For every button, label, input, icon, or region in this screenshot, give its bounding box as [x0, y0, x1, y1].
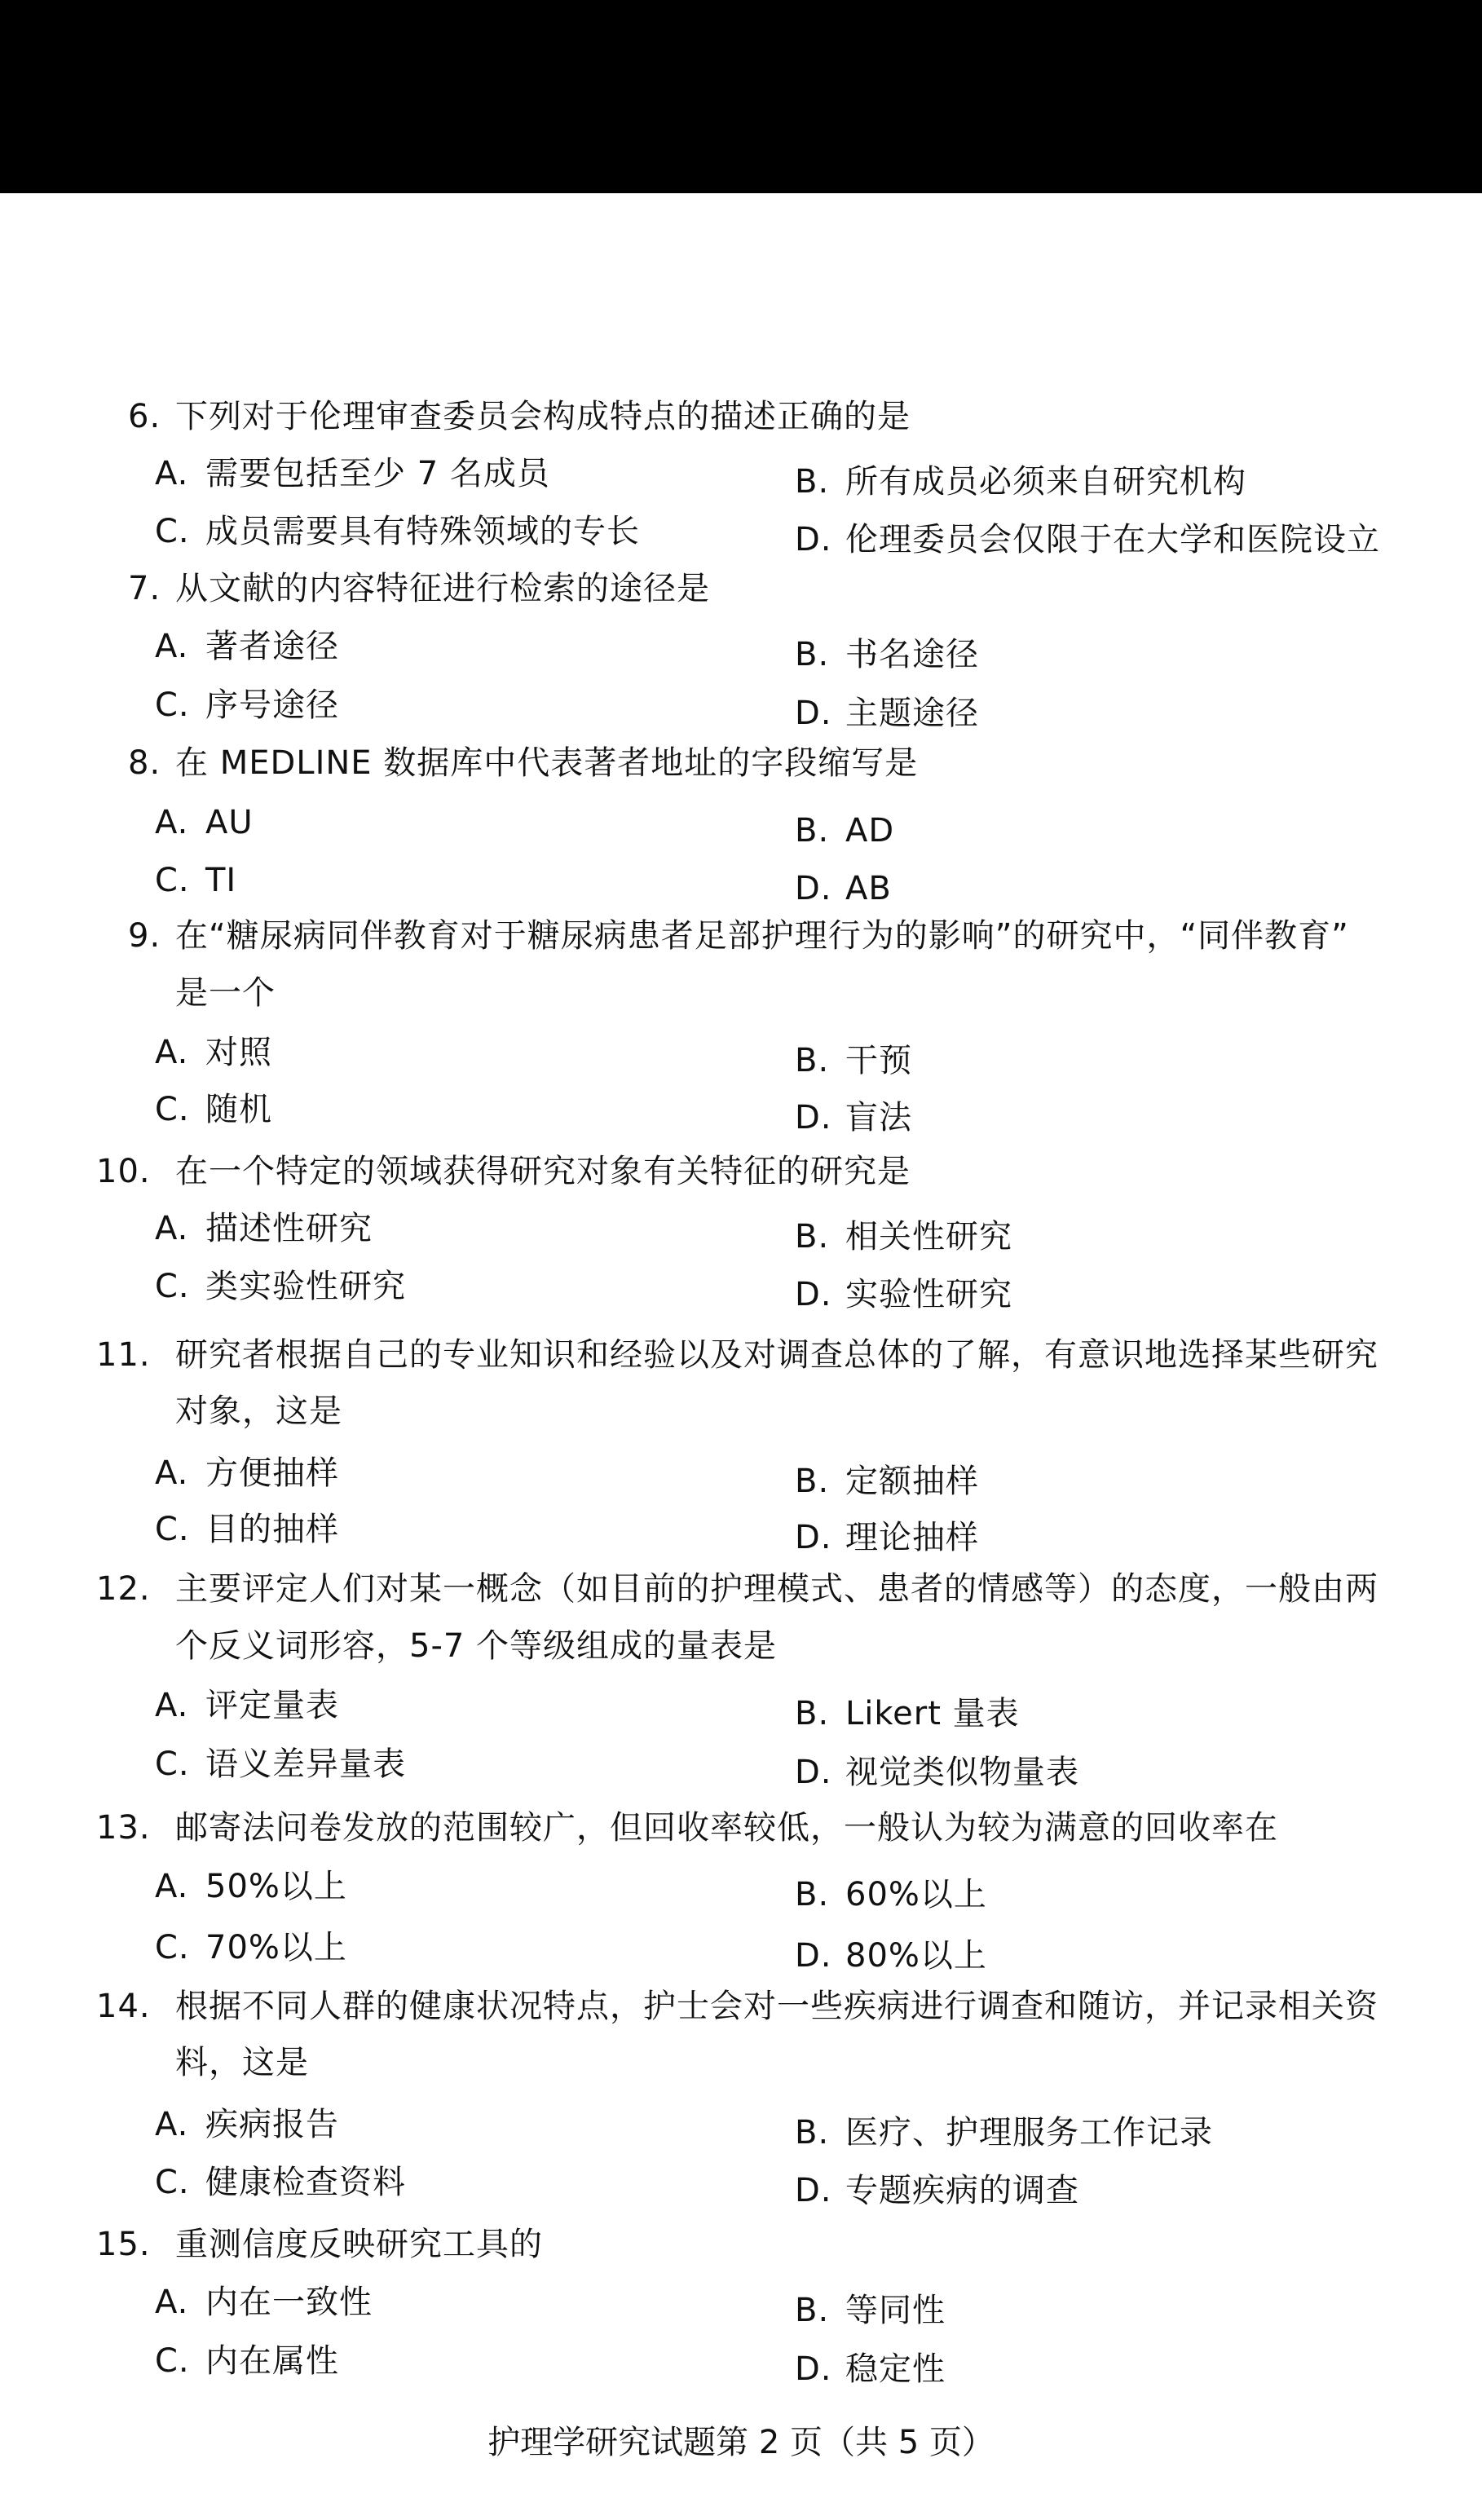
- option-letter: C.: [155, 1511, 190, 1548]
- option-letter: B.: [795, 2114, 830, 2151]
- answer-option-d: [795, 869, 892, 908]
- option-letter: A.: [155, 1454, 189, 1492]
- option-text: 疾病报告: [205, 2106, 339, 2143]
- question-text: 主要评定人们对某一概念（如目前的护理模式、患者的情感等）的态度，一般由两: [175, 1570, 1378, 1608]
- question-text: 根据不同人群的健康状况特点，护士会对一些疾病进行调查和随访，并记录相关资: [175, 1988, 1378, 2025]
- answer-option-d: [795, 1753, 1079, 1792]
- question-number: 14.: [96, 1988, 151, 2025]
- option-letter: A.: [155, 2106, 189, 2143]
- option-text: 评定量表: [205, 1687, 339, 1724]
- question-number: 10.: [96, 1153, 151, 1190]
- option-text: 目的抽样: [205, 1511, 339, 1548]
- option-letter: C.: [155, 2164, 190, 2201]
- answer-option-b: [795, 1875, 987, 1914]
- option-letter: A.: [155, 2284, 189, 2321]
- option-text: 定额抽样: [845, 1463, 979, 1500]
- question-text-continued: 对象，这是: [175, 1392, 342, 1430]
- option-text: 书名途径: [845, 636, 979, 673]
- answer-option-a: [155, 1686, 339, 1725]
- option-letter: B.: [795, 2292, 830, 2329]
- answer-option-c: [155, 861, 236, 900]
- option-letter: B.: [795, 812, 830, 850]
- option-letter: B.: [795, 1218, 830, 1256]
- question-text: 邮寄法问卷发放的范围较广，但回收率较低，一般认为较为满意的回收率在: [175, 1809, 1278, 1847]
- option-text: 健康检查资料: [205, 2164, 406, 2201]
- answer-option-d: [795, 520, 1380, 559]
- answer-option-b: [795, 811, 894, 850]
- question-stem: [96, 1152, 911, 1191]
- question-number: 11.: [96, 1336, 151, 1374]
- option-letter: A.: [155, 628, 189, 665]
- answer-option-c: [155, 1510, 339, 1549]
- option-letter: C.: [155, 1091, 190, 1128]
- option-text: 伦理委员会仅限于在大学和医院设立: [845, 521, 1380, 558]
- option-text: 所有成员必须来自研究机构: [845, 463, 1246, 501]
- option-text: TI: [205, 862, 237, 899]
- option-text: 主题途径: [845, 695, 979, 732]
- option-letter: C.: [155, 1268, 190, 1305]
- option-letter: D.: [795, 1937, 832, 1975]
- option-text: 干预: [845, 1042, 912, 1079]
- option-text: AU: [205, 804, 254, 841]
- option-letter: B.: [795, 1463, 830, 1500]
- answer-option-c: [155, 1090, 272, 1129]
- answer-option-d: [795, 2171, 1079, 2210]
- answer-option-d: [795, 694, 979, 733]
- question-number: 12.: [96, 1570, 151, 1608]
- option-text: 专题疾病的调查: [845, 2172, 1079, 2209]
- question-text: 在一个特定的领域获得研究对象有关特征的研究是: [175, 1153, 911, 1190]
- option-letter: D.: [795, 2172, 832, 2209]
- option-text: 70%以上: [205, 1929, 347, 1966]
- answer-option-b: [795, 2113, 1213, 2152]
- question-text: 在“糖尿病同伴教育对于糖尿病患者足部护理行为的影响”的研究中，“同伴教育”: [175, 917, 1349, 955]
- question-stem: [128, 569, 710, 608]
- question-number: 15.: [96, 2226, 151, 2263]
- question-text: 重测信度反映研究工具的: [175, 2226, 543, 2263]
- option-letter: D.: [795, 521, 832, 558]
- option-letter: B.: [795, 1876, 830, 1913]
- option-text: 内在一致性: [205, 2284, 373, 2321]
- option-letter: B.: [795, 463, 830, 501]
- option-letter: C.: [155, 686, 190, 724]
- answer-option-b: [795, 635, 979, 674]
- answer-option-d: [795, 1518, 979, 1557]
- answer-option-c: [155, 2163, 406, 2202]
- option-text: 序号途径: [205, 686, 339, 724]
- page-footer: 护理学研究试题第 2 页（共 5 页）: [487, 2424, 995, 2461]
- answer-option-c: [155, 1928, 347, 1967]
- answer-option-c: [155, 1745, 406, 1784]
- question-stem: [96, 1808, 1278, 1847]
- question-number: 6.: [128, 398, 161, 435]
- option-text: 等同性: [845, 2292, 946, 2329]
- answer-option-b: [795, 2291, 946, 2330]
- option-letter: A.: [155, 1034, 189, 1071]
- option-text: Likert 量表: [845, 1695, 1020, 1732]
- question-number: 7.: [128, 570, 161, 607]
- answer-option-a: [155, 627, 339, 666]
- answer-option-d: [795, 1936, 987, 1975]
- option-letter: A.: [155, 1868, 189, 1905]
- option-letter: A.: [155, 1210, 189, 1247]
- option-letter: C.: [155, 1929, 190, 1966]
- question-number: 13.: [96, 1809, 151, 1847]
- option-text: 对照: [205, 1034, 272, 1071]
- answer-option-b: [795, 1041, 912, 1080]
- answer-option-a: [155, 803, 254, 842]
- option-text: 实验性研究: [845, 1276, 1012, 1313]
- option-letter: C.: [155, 2342, 190, 2380]
- question-text: 在 MEDLINE 数据库中代表著者地址的字段缩写是: [175, 744, 919, 782]
- option-letter: D.: [795, 1754, 832, 1791]
- question-text-continued: 是一个: [175, 974, 276, 1012]
- option-letter: A.: [155, 455, 189, 492]
- option-text: 成员需要具有特殊领域的专长: [205, 513, 640, 550]
- option-letter: C.: [155, 513, 190, 550]
- option-text: 随机: [205, 1091, 272, 1128]
- option-letter: A.: [155, 804, 189, 841]
- option-text: AD: [845, 812, 895, 850]
- answer-option-d: [795, 1275, 1012, 1314]
- question-text-continued: 料，这是: [175, 2044, 309, 2081]
- option-text: 类实验性研究: [205, 1268, 406, 1305]
- question-text-continued: 个反义词形容，5-7 个等级组成的量表是: [175, 1627, 778, 1665]
- question-stem: [96, 2225, 543, 2264]
- option-letter: A.: [155, 1687, 189, 1724]
- option-text: 50%以上: [205, 1868, 347, 1905]
- answer-option-a: [155, 1867, 347, 1906]
- answer-option-b: [795, 1217, 1012, 1256]
- question-text: 从文献的内容特征进行检索的途径是: [175, 570, 710, 607]
- option-text: 语义差异量表: [205, 1745, 406, 1783]
- option-text: 80%以上: [845, 1937, 987, 1975]
- question-stem: [128, 397, 911, 436]
- option-text: 稳定性: [845, 2350, 946, 2388]
- answer-option-b: [795, 1462, 979, 1501]
- answer-option-a: [155, 1209, 373, 1248]
- answer-option-a: [155, 1454, 339, 1493]
- option-letter: B.: [795, 636, 830, 673]
- answer-option-b: [795, 1694, 1020, 1733]
- answer-option-a: [155, 1033, 272, 1072]
- question-number: 8.: [128, 744, 161, 782]
- option-text: 需要包括至少 7 名成员: [205, 455, 550, 492]
- answer-option-c: [155, 1267, 406, 1306]
- option-letter: C.: [155, 1745, 190, 1783]
- question-text: 下列对于伦理审查委员会构成特点的描述正确的是: [175, 398, 911, 435]
- redacted-header-band: [0, 0, 1482, 193]
- option-letter: B.: [795, 1695, 830, 1732]
- option-text: AB: [845, 870, 892, 907]
- option-text: 60%以上: [845, 1876, 987, 1913]
- option-letter: D.: [795, 695, 832, 732]
- option-letter: D.: [795, 1099, 832, 1136]
- option-text: 盲法: [845, 1099, 912, 1136]
- answer-option-d: [795, 2350, 946, 2389]
- answer-option-d: [795, 1098, 912, 1137]
- option-letter: D.: [795, 1519, 832, 1556]
- question-text: 研究者根据自己的专业知识和经验以及对调查总体的了解，有意识地选择某些研究: [175, 1336, 1378, 1374]
- option-letter: D.: [795, 870, 832, 907]
- question-stem: [96, 1987, 1378, 2026]
- option-text: 著者途径: [205, 628, 339, 665]
- option-text: 视觉类似物量表: [845, 1754, 1079, 1791]
- answer-option-a: [155, 2105, 339, 2144]
- option-letter: B.: [795, 1042, 830, 1079]
- answer-option-a: [155, 2283, 373, 2322]
- question-stem: [96, 1569, 1378, 1609]
- question-stem: [96, 1335, 1378, 1375]
- option-text: 内在属性: [205, 2342, 339, 2380]
- answer-option-c: [155, 512, 640, 551]
- answer-option-a: [155, 454, 550, 493]
- option-letter: C.: [155, 862, 190, 899]
- option-text: 描述性研究: [205, 1210, 373, 1247]
- option-text: 理论抽样: [845, 1519, 979, 1556]
- option-text: 相关性研究: [845, 1218, 1012, 1256]
- answer-option-b: [795, 462, 1246, 501]
- option-letter: D.: [795, 1276, 832, 1313]
- answer-option-c: [155, 2341, 339, 2381]
- question-stem: [128, 916, 1349, 955]
- option-letter: D.: [795, 2350, 832, 2388]
- answer-option-c: [155, 686, 339, 725]
- question-number: 9.: [128, 917, 161, 955]
- option-text: 方便抽样: [205, 1454, 339, 1492]
- question-stem: [128, 744, 918, 783]
- option-text: 医疗、护理服务工作记录: [845, 2114, 1213, 2151]
